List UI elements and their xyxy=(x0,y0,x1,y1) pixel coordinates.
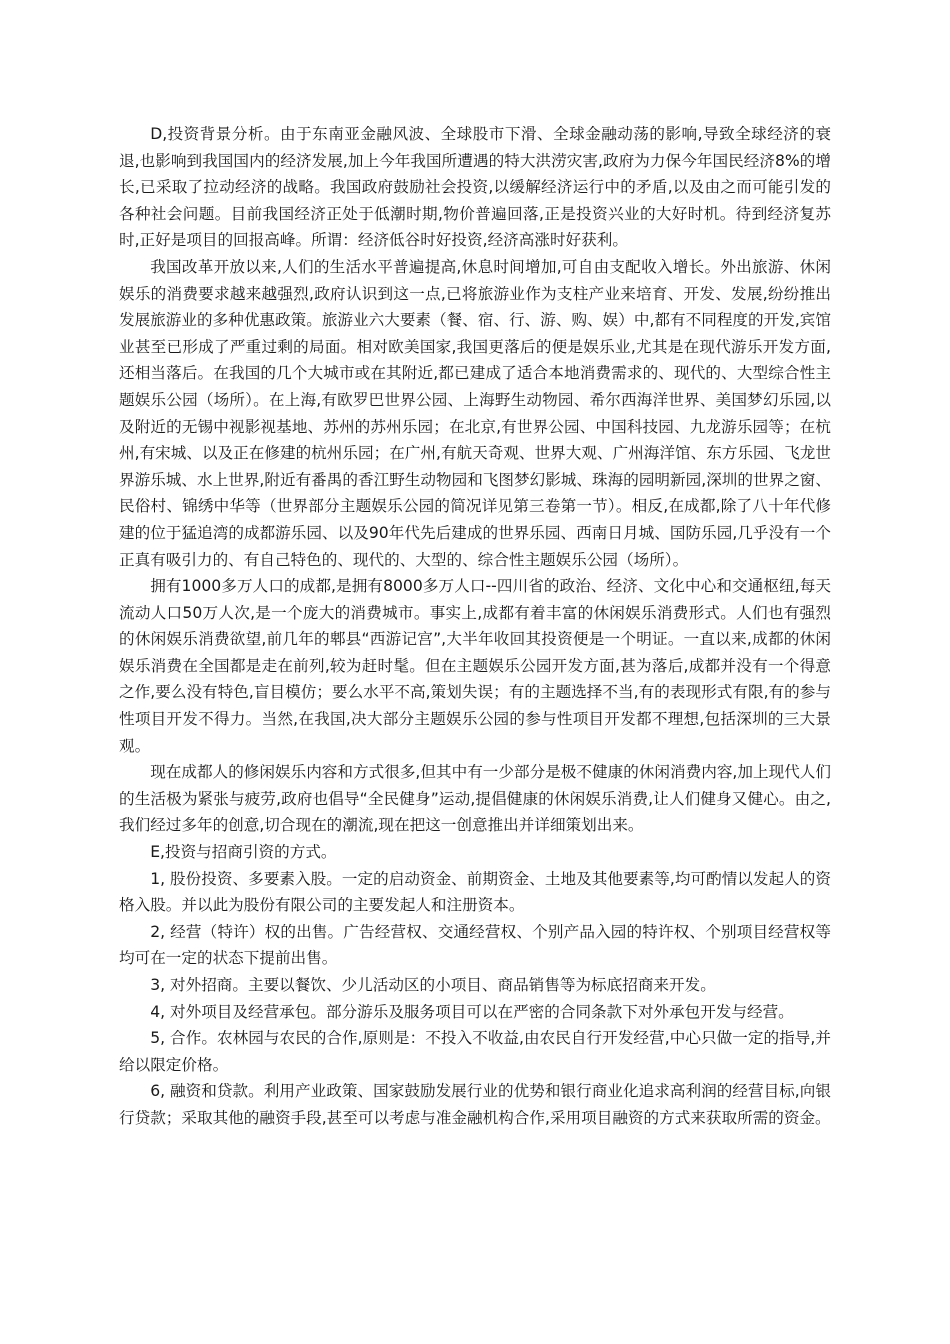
paragraph-tourism-development: 我国改革开放以来,人们的生活水平普遍提高,休息时间增加,可自由支配收入增长。外出旅游、休闲娱乐的消费要求越来越强烈,政府认识到这一点,已将旅游业作为支柱产业来培育、开发、发展,纷纷推出发展旅游业的多种优惠政策。旅游业六大要素（餐、宿、行、游、购、娱）中,都有不同程度的开发,宾馆业甚至已形成了严重过剩的局面。相对欧美国家,我国更落后的便是娱乐业,尤其是在现代游乐开发方面,还相当落后。在我国的几个大城市或在其附近,都已建成了适合本地消费需求的、现代的、大型综合性主题娱乐公园（场所）。在上海,有欧罗巴世界公园、上海野生动物园、希尔西海洋世界、美国梦幻乐园,以及附近的无锡中视影视基地、苏州的苏州乐园；在北京,有世界公园、中国科技园、九龙游乐园等；在杭州,有宋城、以及正在修建的杭州乐园；在广州,有航天奇观、世界大观、广州海洋馆、东方乐园、飞龙世界游乐城、水上世界,附近有番禺的香江野生动物园和飞图梦幻影城、珠海的园明新园,深圳的世界之窗、民俗村、锦绣中华等（世界部分主题娱乐公园的简况详见第三卷第一节）。相反,在成都,除了八十年代修建的位于猛追湾的成都游乐园、以及90年代先后建成的世界乐园、西南日月城、国防乐园,几乎没有一个正真有吸引力的、有自己特色的、现代的、大型的、综合性主题娱乐公园（场所）。 xyxy=(119,257,831,569)
paragraph-investment-background: D,投资背景分析。由于东南亚金融风波、全球股市下滑、全球金融动荡的影响,导致全球经济的衰退,也影响到我国国内的经济发展,加上今年我国所遭遇的特大洪涝灾害,政府为力保今年国民经济8%的增长,已采取了拉动经济的战略。我国政府鼓励社会投资,以缓解经济运行中的矛盾,以及由之而可能引发的各种社会问题。目前我国经济正处于低潮时期,物价普遍回落,正是投资兴业的大好时机。待到经济复苏时,正好是项目的回报高峰。所谓：经济低谷时好投资,经济高涨时好获利。 xyxy=(119,125,831,250)
document-page xyxy=(119,121,831,1132)
paragraph-healthy-leisure: 现在成都人的修闲娱乐内容和方式很多,但其中有一少部分是极不健康的休闲消费内容,加上现代人们的生活极为紧张与疲劳,政府也倡导“全民健身”运动,提倡健康的休闲娱乐消费,让人们健身又健心。由之,我们经过多年的创意,切合现在的潮流,现在把这一创意推出并详细策划出来。 xyxy=(119,763,831,835)
list-item-external-tender: 3, 对外招商。主要以餐饮、少儿活动区的小项目、商品销售等为标底招商来开发。 xyxy=(150,976,716,994)
list-item-franchise-sale: 2, 经营（特许）权的出售。广告经营权、交通经营权、个别产品入园的特许权、个别项目经营权等均可在一定的状态下提前出售。 xyxy=(119,922,831,968)
paragraph-chengdu-consumption: 拥有1000多万人口的成都,是拥有8000多万人口--四川省的政治、经济、文化中心和交通枢纽,每天流动人口50万人次,是一个庞大的消费城市。事实上,成都有着丰富的休闲娱乐消费形式。人们也有强烈的休闲娱乐消费欲望,前几年的郫县“西游记宫”,大半年收回其投资便是一个明证。一直以来,成都的休闲娱乐消费在全国都是走在前列,较为赶时髦。但在主题娱乐公园开发方面,甚为落后,成都并没有一个得意之作,要么没有特色,盲目模仿；要么水平不高,策划失误；有的主题选择不当,有的表现形式有限,有的参与性项目开发不得力。当然,在我国,决大部分主题娱乐公园的参与性项目开发都不理想,包括深圳的三大景观。 xyxy=(119,577,831,755)
list-item-contracting: 4, 对外项目及经营承包。部分游乐及服务项目可以在严密的合同条款下对外承包开发与经营。 xyxy=(150,1002,794,1021)
list-item-cooperation: 5, 合作。农林园与农民的合作,原则是：不投入不收益,由农民自行开发经营,中心只做一定的指导,并给以限定价格。 xyxy=(119,1029,831,1074)
section-heading-investment-methods: E,投资与招商引资的方式。 xyxy=(150,843,337,862)
list-item-financing-loans: 6, 融资和贷款。利用产业政策、国家鼓励发展行业的优势和银行商业化追求高利润的经营目标,向银行贷款；采取其他的融资手段,甚至可以考虑与准金融机构合作,采用项目融资的方式来获取所需的资金。 xyxy=(119,1082,831,1127)
list-item-share-investment: 1, 股份投资、多要素入股。一定的启动资金、前期资金、土地及其他要素等,均可酌情以发起人的资格入股。并以此为股份有限公司的主要发起人和注册资本。 xyxy=(119,869,831,915)
